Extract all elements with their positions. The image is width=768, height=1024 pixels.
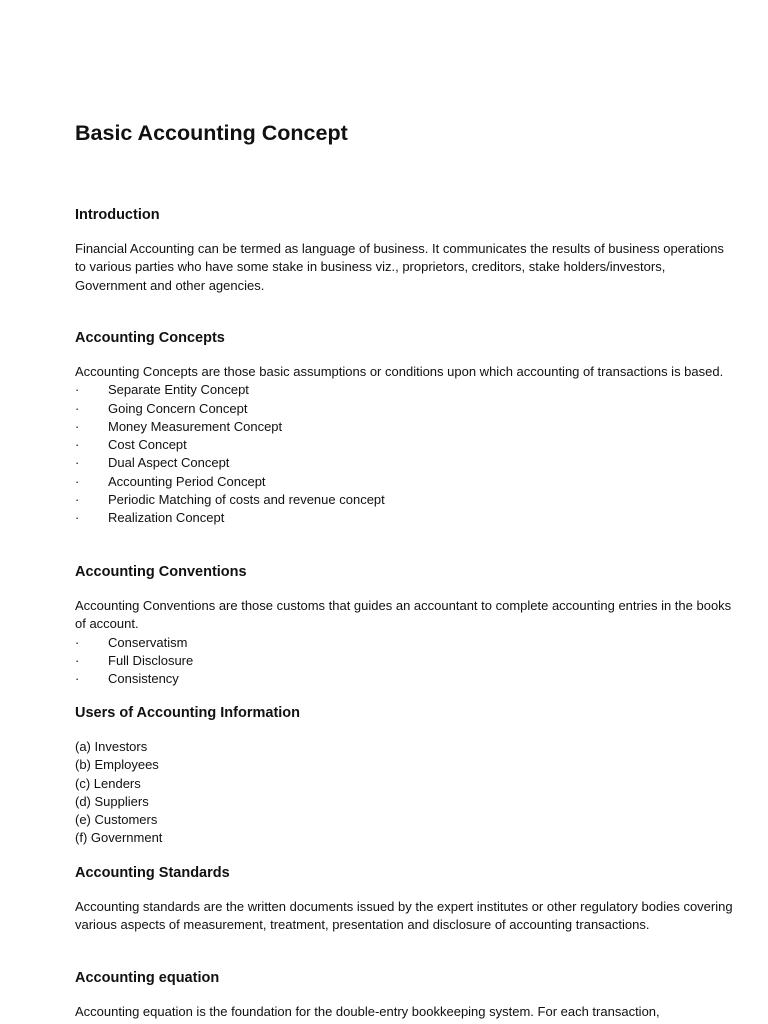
bullet-dot: ·	[75, 652, 80, 668]
list-item-text: Cost Concept	[108, 437, 187, 453]
bullet-dot: ·	[75, 492, 80, 508]
bullet-dot: ·	[75, 473, 80, 489]
list-item-text: Accounting Period Concept	[108, 473, 266, 489]
list-item	[75, 652, 735, 670]
section-users-of-accounting-information	[75, 704, 735, 848]
accounting-standards-paragraph: Accounting standards are the written documents issued by the expert institutes or other regulatory bodies covering various aspects of measurement, treatment, presentation and disclosure of accounting transactions.	[75, 899, 733, 933]
list-item-text: Separate Entity Concept	[108, 382, 249, 398]
list-item-text: Money Measurement Concept	[108, 418, 283, 434]
list-item-text: Full Disclosure	[108, 652, 194, 668]
list-item: (f) Government	[75, 830, 163, 846]
bullet-dot: ·	[75, 400, 80, 416]
bullet-dot: ·	[75, 455, 80, 471]
list-item-text: Going Concern Concept	[108, 400, 248, 416]
section-accounting-concepts	[75, 329, 735, 528]
section-heading-accounting-equation: Accounting equation	[75, 970, 220, 986]
list-item-text: Periodic Matching of costs and revenue concept	[108, 492, 385, 508]
list-item-text: Consistency	[108, 671, 179, 687]
bullet-dot: ·	[75, 671, 80, 687]
section-heading-introduction: Introduction	[75, 207, 160, 223]
section-heading-users: Users of Accounting Information	[75, 705, 301, 721]
list-item-text: Conservatism	[108, 634, 188, 650]
introduction-paragraph: Financial Accounting can be termed as language of business. It communicates the results of business operations to various parties who have some stake in business viz., proprietors, creditors, stake holders/investors, Government and other agencies.	[75, 241, 724, 293]
list-item: (b) Employees	[75, 757, 159, 773]
bullet-dot: ·	[75, 437, 80, 453]
list-item	[75, 509, 735, 527]
section-heading-accounting-conventions: Accounting Conventions	[75, 564, 247, 580]
section-heading-accounting-concepts: Accounting Concepts	[75, 330, 225, 346]
accounting-conventions-paragraph: Accounting Conventions are those customs that guides an accountant to complete accounting entries in the books of account.	[75, 598, 732, 632]
list-item: (c) Lenders	[75, 775, 141, 791]
list-item: (e) Customers	[75, 812, 158, 828]
section-accounting-equation	[75, 969, 735, 1021]
bullet-dot: ·	[75, 418, 80, 434]
section-accounting-conventions	[75, 563, 735, 688]
section-accounting-standards	[75, 864, 735, 935]
list-item	[75, 634, 735, 652]
section-introduction	[75, 206, 735, 295]
accounting-concepts-paragraph: Accounting Concepts are those basic assumptions or conditions upon which accounting of transactions is based.	[75, 364, 724, 379]
document-title: Basic Accounting Concept	[75, 121, 348, 145]
list-item	[75, 418, 735, 436]
list-item	[75, 491, 735, 509]
accounting-conventions-list	[75, 634, 735, 689]
list-item	[75, 400, 735, 418]
list-item	[75, 381, 735, 399]
bullet-dot: ·	[75, 510, 80, 526]
list-item	[75, 454, 735, 472]
list-item	[75, 473, 735, 491]
list-item: (d) Suppliers	[75, 793, 149, 809]
list-item: (a) Investors	[75, 739, 148, 754]
list-item	[75, 670, 735, 688]
bullet-dot: ·	[75, 634, 80, 650]
users-list	[75, 738, 735, 848]
list-item	[75, 436, 735, 454]
list-item-text: Dual Aspect Concept	[108, 455, 230, 471]
bullet-dot: ·	[75, 382, 80, 398]
section-heading-accounting-standards: Accounting Standards	[75, 865, 230, 881]
accounting-concepts-list	[75, 381, 735, 527]
list-item-text: Realization Concept	[108, 510, 225, 526]
accounting-equation-paragraph: Accounting equation is the foundation for the double-entry bookkeeping system. For each transaction,	[75, 1004, 660, 1019]
